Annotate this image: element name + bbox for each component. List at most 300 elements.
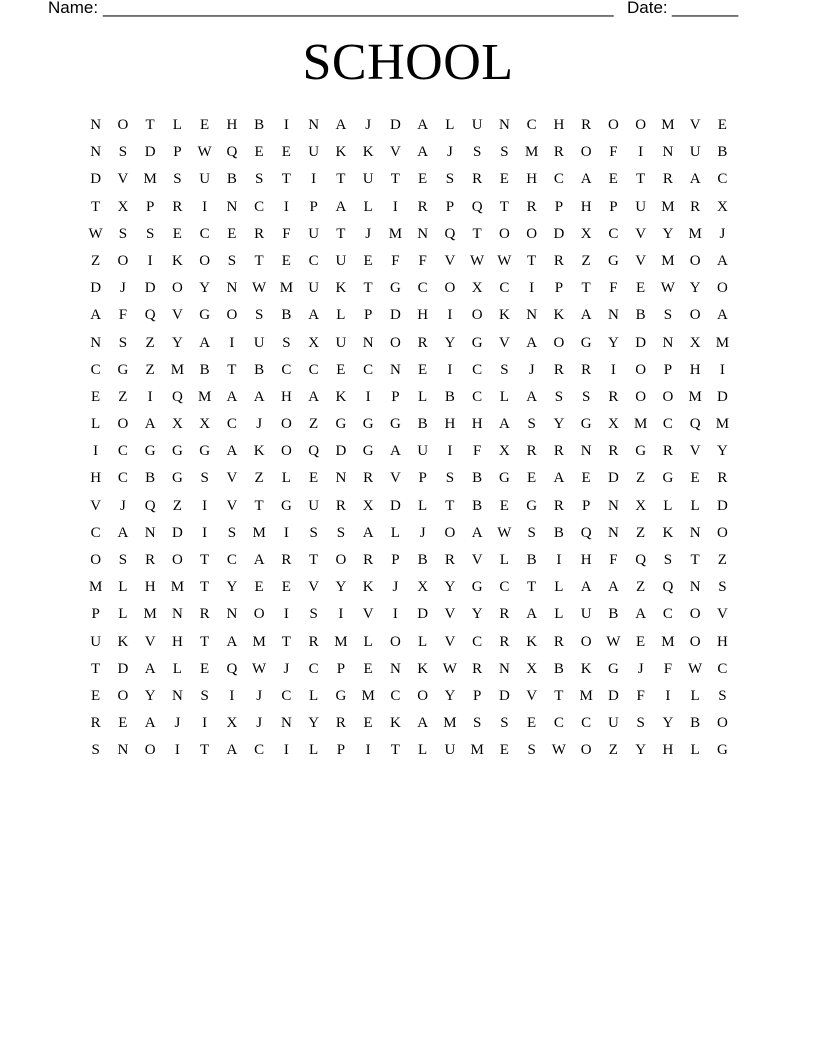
grid-letter: S (445, 470, 455, 487)
grid-letter: T (445, 497, 455, 514)
grid-letter: H (689, 361, 701, 378)
grid-letter: R (581, 117, 592, 133)
grid-letter: P (363, 307, 373, 324)
grid-letter: B (472, 470, 483, 487)
grid-letter: X (498, 443, 510, 460)
grid-letter: R (444, 552, 455, 568)
grid-letter: G (580, 416, 592, 433)
grid-letter: N (526, 307, 538, 324)
grid-letter: I (556, 552, 562, 568)
grid-letter: U (90, 633, 102, 650)
grid-letter: C (308, 361, 319, 378)
grid-letter: S (527, 416, 536, 433)
grid-letter: N (389, 660, 401, 677)
grid-letter: P (173, 144, 182, 161)
grid-letter: D (607, 470, 619, 487)
grid-row (82, 304, 736, 331)
grid-letter: Q (144, 307, 156, 324)
grid-letter: K (662, 524, 674, 541)
grid-letter: R (553, 633, 564, 650)
grid-letter: P (445, 198, 455, 215)
grid-letter: L (172, 660, 182, 677)
grid-letter: B (226, 171, 237, 188)
grid-letter: I (311, 171, 317, 188)
grid-letter: T (636, 171, 646, 188)
grid-letter: O (335, 552, 347, 568)
grid-letter: E (499, 742, 509, 759)
grid-letter: C (553, 715, 564, 732)
grid-letter: Q (444, 225, 456, 242)
grid-letter: I (229, 334, 235, 351)
grid-letter: S (91, 742, 100, 759)
grid-letter: G (117, 361, 129, 378)
grid-letter: C (499, 579, 510, 596)
grid-letter: V (689, 443, 701, 460)
grid-letter: I (283, 606, 289, 623)
grid-letter: X (199, 416, 211, 433)
grid-letter: W (470, 252, 485, 269)
grid-letter: M (661, 252, 675, 269)
grid-letter: S (227, 524, 237, 541)
grid-letter: Q (580, 524, 592, 541)
grid-letter: U (444, 742, 456, 759)
grid-letter: Q (226, 660, 238, 677)
grid-letter: E (527, 470, 537, 487)
grid-letter: Z (717, 552, 727, 568)
grid-letter: D (417, 606, 429, 623)
grid-row (82, 685, 736, 712)
grid-letter: N (90, 117, 102, 133)
grid-letter: X (117, 198, 129, 215)
grid-letter: L (118, 606, 128, 623)
grid-letter: U (635, 198, 647, 215)
grid-letter: R (581, 361, 592, 378)
grid-letter: R (553, 497, 564, 514)
grid-letter: V (471, 552, 483, 568)
grid-letter: H (471, 416, 483, 433)
grid-letter: M (252, 524, 266, 541)
grid-letter: R (199, 606, 210, 623)
grid-letter: S (718, 579, 727, 596)
grid-letter: D (716, 497, 728, 514)
grid-letter: A (580, 171, 592, 188)
grid-letter: W (606, 633, 621, 650)
grid-letter: A (308, 307, 320, 324)
grid-letter: V (171, 307, 183, 324)
grid-letter: D (716, 388, 728, 405)
grid-letter: X (362, 497, 374, 514)
grid-letter: M (334, 633, 348, 650)
grid-letter: I (174, 742, 180, 759)
grid-letter: C (363, 361, 374, 378)
grid-letter: N (689, 579, 701, 596)
grid-letter: A (580, 579, 592, 596)
grid-letter: W (497, 524, 512, 541)
grid-letter: J (719, 225, 726, 242)
grid-letter: Z (309, 416, 319, 433)
grid-letter: T (200, 633, 210, 650)
grid-letter: R (472, 660, 483, 677)
grid-letter: I (202, 497, 208, 514)
grid-letter: H (171, 633, 183, 650)
grid-letter: T (200, 552, 210, 568)
grid-row (82, 168, 736, 195)
grid-letter: N (226, 198, 238, 215)
grid-letter: Y (335, 579, 347, 596)
grid-row (82, 332, 736, 359)
grid-letter: F (609, 552, 618, 568)
grid-letter: Y (308, 715, 320, 732)
grid-letter: D (144, 144, 156, 161)
grid-letter: O (689, 252, 701, 269)
grid-letter: X (580, 225, 592, 242)
grid-letter: P (91, 606, 100, 623)
grid-letter: R (145, 552, 156, 568)
grid-letter: A (253, 388, 265, 405)
grid-letter: Y (144, 687, 156, 704)
grid-letter: E (281, 144, 291, 161)
grid-letter: M (470, 742, 484, 759)
grid-letter: P (391, 552, 400, 568)
grid-letter: M (252, 633, 266, 650)
grid-letter: T (309, 552, 319, 568)
grid-letter: O (226, 307, 238, 324)
grid-letter: F (663, 660, 673, 677)
grid-letter: U (580, 606, 592, 623)
grid-letter: M (579, 687, 593, 704)
grid-letter: S (336, 524, 346, 541)
grid-letter: M (443, 715, 457, 732)
grid-letter: Y (226, 579, 238, 596)
grid-letter: I (202, 715, 208, 732)
grid-letter: N (280, 715, 292, 732)
grid-letter: E (336, 361, 346, 378)
grid-letter: T (200, 742, 210, 759)
grid-letter: L (499, 388, 509, 405)
grid-letter: T (690, 552, 700, 568)
grid-letter: M (715, 416, 730, 433)
grid-letter: C (199, 225, 210, 242)
grid-letter: Y (635, 742, 647, 759)
grid-row (82, 114, 736, 141)
grid-letter: C (117, 470, 128, 487)
grid-letter: I (202, 524, 208, 541)
grid-letter: E (91, 687, 101, 704)
grid-letter: R (608, 443, 619, 460)
grid-letter: I (638, 144, 644, 161)
grid-letter: S (254, 307, 264, 324)
grid-letter: L (418, 633, 428, 650)
grid-letter: L (172, 117, 182, 133)
grid-letter: T (200, 579, 210, 596)
grid-letter: E (499, 497, 509, 514)
grid-row (82, 658, 736, 685)
grid-letter: Q (171, 388, 183, 405)
grid-letter: Z (172, 497, 182, 514)
grid-letter: I (365, 742, 371, 759)
grid-letter: H (444, 416, 456, 433)
grid-row (82, 359, 736, 386)
grid-letter: L (363, 198, 373, 215)
grid-letter: V (635, 252, 647, 269)
grid-letter: I (610, 361, 616, 378)
grid-letter: S (581, 388, 591, 405)
grid-letter: T (91, 198, 101, 215)
grid-letter: O (716, 715, 728, 732)
grid-letter: C (717, 660, 728, 677)
grid-row (82, 440, 736, 467)
grid-letter: O (580, 144, 592, 161)
grid-letter: O (716, 280, 728, 297)
grid-letter: A (253, 552, 265, 568)
grid-letter: T (336, 171, 346, 188)
grid-letter: L (554, 579, 564, 596)
grid-letter: G (526, 497, 538, 514)
grid-letter: M (361, 687, 375, 704)
grid-letter: S (718, 687, 727, 704)
grid-letter: S (663, 307, 673, 324)
date-blank-line: _______ (672, 0, 739, 17)
grid-letter: C (472, 388, 483, 405)
grid-letter: E (717, 117, 727, 133)
grid-letter: I (665, 687, 671, 704)
grid-letter: J (365, 117, 372, 133)
grid-letter: G (171, 443, 183, 460)
grid-letter: E (227, 225, 237, 242)
grid-letter: A (716, 252, 728, 269)
grid-letter: S (527, 524, 536, 541)
grid-letter: A (417, 715, 429, 732)
grid-letter: W (442, 660, 457, 677)
grid-letter: S (173, 171, 182, 188)
grid-letter: D (607, 687, 619, 704)
grid-letter: M (715, 334, 730, 351)
grid-letter: V (444, 606, 456, 623)
grid-letter: X (308, 334, 320, 351)
grid-letter: C (526, 117, 537, 133)
grid-letter: F (472, 443, 482, 460)
grid-letter: L (309, 742, 319, 759)
grid-letter: C (308, 660, 319, 677)
grid-letter: Z (636, 524, 646, 541)
grid-letter: Y (716, 443, 728, 460)
grid-letter: J (256, 416, 263, 433)
grid-letter: R (553, 252, 564, 269)
grid-letter: C (226, 416, 237, 433)
grid-letter: G (335, 687, 347, 704)
grid-letter: L (309, 687, 319, 704)
grid-letter: H (90, 470, 102, 487)
grid-letter: N (308, 117, 320, 133)
grid-letter: R (553, 144, 564, 161)
grid-letter: Y (444, 334, 456, 351)
grid-letter: A (117, 524, 129, 541)
grid-letter: L (91, 416, 101, 433)
grid-letter: S (527, 742, 536, 759)
grid-letter: J (119, 280, 126, 297)
grid-letter: V (362, 606, 374, 623)
grid-letter: G (280, 497, 292, 514)
grid-letter: K (498, 307, 510, 324)
grid-letter: G (199, 307, 211, 324)
grid-letter: J (637, 660, 644, 677)
grid-letter: A (417, 144, 429, 161)
grid-letter: L (690, 742, 700, 759)
grid-letter: O (689, 606, 701, 623)
grid-row (82, 576, 736, 603)
grid-letter: Y (444, 687, 456, 704)
grid-letter: R (172, 198, 183, 215)
grid-letter: M (197, 388, 212, 405)
grid-letter: A (389, 443, 401, 460)
grid-letter: I (447, 443, 453, 460)
grid-letter: I (529, 280, 535, 297)
grid-letter: W (688, 660, 703, 677)
grid-letter: A (226, 742, 238, 759)
grid-letter: O (253, 606, 265, 623)
grid-letter: N (689, 524, 701, 541)
grid-letter: A (308, 388, 320, 405)
grid-letter: K (389, 715, 401, 732)
grid-letter: L (690, 687, 700, 704)
grid-letter: E (636, 280, 646, 297)
grid-letter: C (472, 361, 483, 378)
grid-letter: S (227, 252, 237, 269)
grid-letter: S (118, 225, 128, 242)
grid-letter: O (417, 687, 429, 704)
grid-letter: M (88, 579, 103, 596)
grid-letter: Z (636, 470, 646, 487)
grid-letter: G (498, 470, 510, 487)
grid-letter: N (226, 280, 238, 297)
grid-letter: D (498, 687, 510, 704)
grid-letter: P (309, 198, 318, 215)
grid-letter: S (118, 552, 128, 568)
grid-letter: D (389, 307, 401, 324)
grid-letter: Z (636, 579, 646, 596)
grid-letter: R (472, 171, 483, 188)
grid-letter: I (283, 117, 289, 133)
grid-letter: C (417, 280, 428, 297)
grid-letter: Q (662, 579, 674, 596)
grid-letter: B (417, 416, 428, 433)
grid-letter: A (335, 117, 347, 133)
grid-letter: T (254, 252, 264, 269)
grid-letter: N (498, 660, 510, 677)
grid-letter: A (362, 524, 374, 541)
grid-letter: L (663, 497, 673, 514)
grid-letter: K (362, 579, 374, 596)
grid-letter: A (417, 117, 429, 133)
grid-letter: E (200, 117, 210, 133)
grid-letter: O (90, 552, 102, 568)
grid-letter: R (499, 606, 510, 623)
grid-letter: S (500, 715, 509, 732)
grid-letter: J (365, 225, 372, 242)
grid-letter: R (335, 497, 346, 514)
grid-letter: R (690, 198, 701, 215)
grid-letter: C (499, 280, 510, 297)
grid-row (82, 223, 736, 250)
grid-letter: U (199, 171, 211, 188)
grid-letter: V (226, 497, 238, 514)
grid-letter: N (171, 687, 183, 704)
grid-letter: R (553, 443, 564, 460)
grid-letter: E (363, 660, 373, 677)
grid-letter: S (118, 334, 128, 351)
grid-letter: U (607, 715, 619, 732)
grid-letter: C (581, 715, 592, 732)
grid-letter: N (417, 225, 429, 242)
grid-letter: E (581, 470, 591, 487)
grid-letter: B (444, 388, 455, 405)
grid-letter: N (171, 606, 183, 623)
grid-row (82, 277, 736, 304)
grid-letter: G (362, 416, 374, 433)
grid-letter: A (144, 660, 156, 677)
grid-letter: X (417, 579, 429, 596)
grid-letter: G (471, 579, 483, 596)
grid-letter: H (144, 579, 156, 596)
grid-letter: D (90, 171, 102, 188)
name-label: Name: (48, 0, 99, 17)
grid-letter: F (609, 280, 618, 297)
grid-letter: A (526, 606, 538, 623)
grid-letter: W (660, 280, 675, 297)
grid-letter: A (226, 388, 238, 405)
grid-letter: I (392, 198, 398, 215)
grid-letter: C (226, 552, 237, 568)
grid-letter: L (363, 633, 373, 650)
grid-letter: I (283, 198, 289, 215)
grid-letter: T (472, 225, 482, 242)
grid-letter: O (171, 280, 183, 297)
grid-letter: U (308, 280, 320, 297)
grid-letter: E (363, 252, 373, 269)
grid-letter: K (335, 144, 347, 161)
grid-row (82, 196, 736, 223)
grid-letter: V (389, 144, 401, 161)
grid-letter: K (526, 633, 538, 650)
grid-letter: M (688, 225, 702, 242)
grid-letter: I (229, 687, 235, 704)
grid-letter: K (553, 307, 565, 324)
grid-letter: Q (689, 416, 701, 433)
grid-letter: O (117, 252, 129, 269)
grid-letter: P (336, 742, 346, 759)
grid-letter: C (308, 252, 319, 269)
grid-letter: M (143, 171, 157, 188)
grid-letter: L (281, 470, 291, 487)
grid-letter: N (498, 117, 510, 133)
grid-letter: K (362, 144, 374, 161)
grid-letter: M (661, 198, 675, 215)
grid-row (82, 250, 736, 277)
grid-letter: D (389, 497, 401, 514)
grid-letter: C (472, 633, 483, 650)
grid-letter: B (717, 144, 728, 161)
grid-letter: O (280, 416, 292, 433)
grid-letter: D (389, 117, 401, 133)
grid-letter: R (526, 198, 537, 215)
grid-letter: M (170, 361, 185, 378)
grid-letter: A (199, 334, 211, 351)
grid-letter: J (174, 715, 181, 732)
grid-letter: A (498, 416, 510, 433)
grid-letter: R (417, 334, 428, 351)
grid-letter: P (472, 687, 482, 704)
grid-letter: H (716, 633, 728, 650)
